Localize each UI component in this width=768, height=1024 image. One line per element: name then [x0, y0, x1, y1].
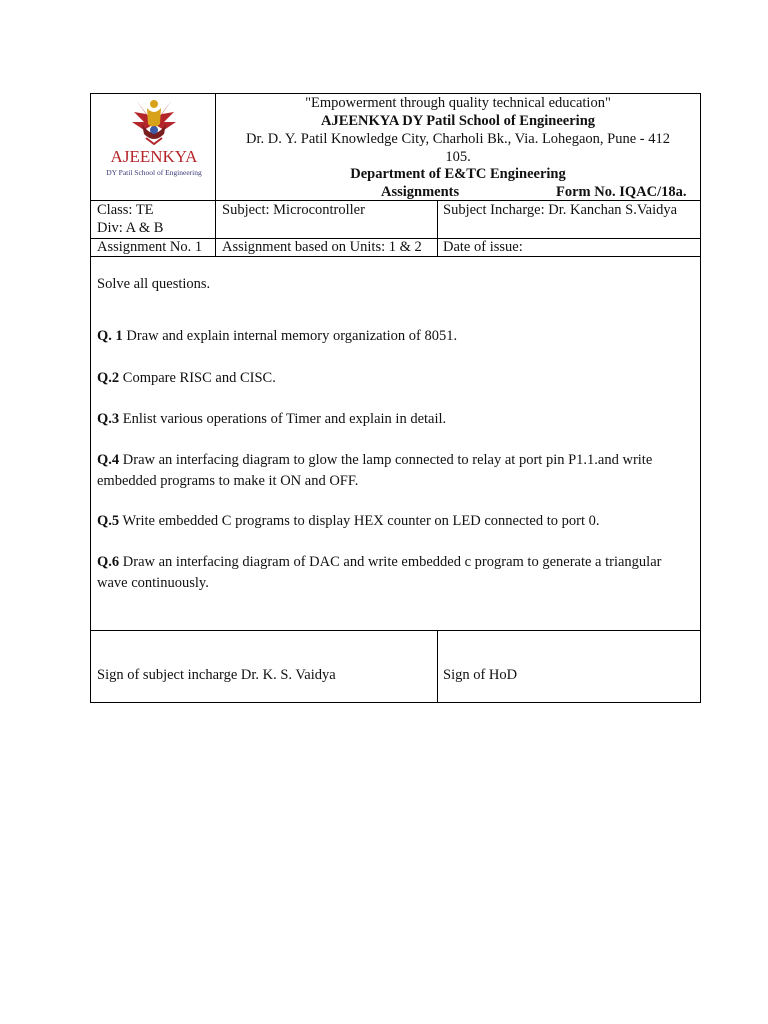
- question-text: Compare RISC and CISC.: [119, 370, 276, 386]
- table-left-border: [90, 93, 91, 703]
- assignments-label: Assignments: [381, 184, 460, 200]
- instructions: Solve all questions.: [97, 276, 211, 292]
- question-number: Q.3: [97, 411, 120, 427]
- address-line-2: 105.: [445, 149, 471, 165]
- column-divider-sign: [437, 630, 438, 703]
- question-text: Draw and explain internal memory organization of 8051.: [122, 328, 458, 344]
- assignment-units: Assignment based on Units: 1 & 2: [222, 239, 422, 255]
- question-number: Q. 1: [97, 328, 123, 344]
- column-divider-incharge: [437, 200, 438, 257]
- form-number: Form No. IQAC/18a.: [556, 184, 687, 200]
- question-1: [97, 326, 693, 347]
- question-number: Q.2: [97, 370, 120, 386]
- row-divider-assignment: [90, 256, 701, 257]
- school-name: AJEENKYA DY Patil School of Engineering: [320, 113, 596, 129]
- question-text: Draw an interfacing diagram to glow the lamp connected to relay at port pin P1.1.and write embedded programs to make it ON and OFF.: [97, 452, 653, 489]
- question-text: Enlist various operations of Timer and explain in detail.: [119, 411, 447, 427]
- sign-subject-incharge: Sign of subject incharge Dr. K. S. Vaidya: [97, 667, 336, 683]
- logo-name: AJEENKYA: [110, 147, 198, 166]
- sign-hod: Sign of HoD: [443, 667, 518, 683]
- department: Department of E&TC Engineering: [350, 166, 566, 182]
- school-logo: [96, 94, 212, 198]
- table-right-border: [700, 93, 701, 703]
- question-2: [97, 368, 693, 389]
- division-label: Div: A & B: [97, 220, 164, 236]
- date-of-issue: Date of issue:: [443, 239, 523, 255]
- question-6: [97, 552, 693, 594]
- table-bottom-border: [90, 702, 701, 703]
- question-text: Draw an interfacing diagram of DAC and write embedded c program to generate a triangular wave continuously.: [97, 554, 662, 591]
- question-number: Q.6: [97, 554, 120, 570]
- question-3: [97, 409, 693, 430]
- question-number: Q.5: [97, 513, 120, 529]
- motto: "Empowerment through quality technical education": [305, 95, 611, 111]
- address-line-1: Dr. D. Y. Patil Knowledge City, Charholi Bk., Via. Lohegaon, Pune - 412: [245, 131, 671, 147]
- question-5: [97, 511, 693, 532]
- row-divider-questions: [90, 630, 701, 631]
- emblem-icon: [96, 94, 212, 198]
- assignment-number: Assignment No. 1: [97, 239, 203, 255]
- class-label: Class: TE: [97, 202, 154, 218]
- subject-incharge-label: Subject Incharge: Dr. Kanchan S.Vaidya: [443, 202, 678, 218]
- logo-subtitle: DY Patil School of Engineering: [106, 168, 202, 177]
- question-4: [97, 450, 693, 492]
- question-text: Write embedded C programs to display HEX counter on LED connected to port 0.: [119, 513, 600, 529]
- subject-label: Subject: Microcontroller: [222, 202, 365, 218]
- question-number: Q.4: [97, 452, 120, 468]
